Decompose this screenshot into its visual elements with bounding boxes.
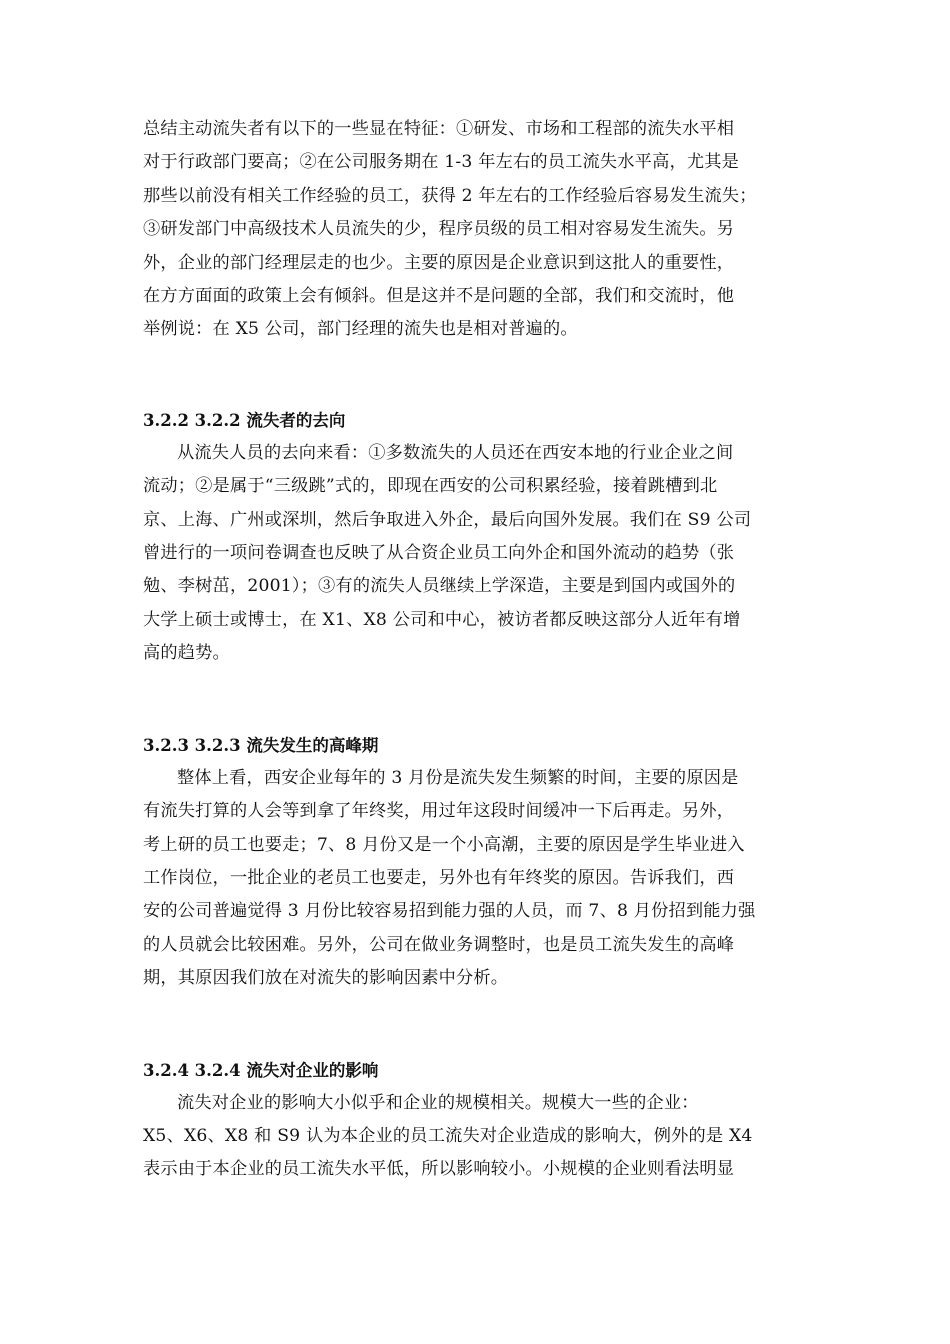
text-line: 曾进行的一项问卷调查也反映了从合资企业员工向外企和国外流动的趋势（张 <box>143 543 735 564</box>
text-line: 勉、李树茁，2001）；③有的流失人员继续上学深造，主要是到国内或国外的 <box>143 576 736 597</box>
document-page <box>143 113 807 1187</box>
text-line: 考上研的员工也要走；7、8 月份又是一个小高潮，主要的原因是学生毕业进入 <box>143 834 745 855</box>
text-line: 那些以前没有相关工作经验的员工，获得 2 年左右的工作经验后容易发生流失； <box>143 185 757 206</box>
text-line: 流失对企业的影响大小似乎和企业的规模相关。规模大一些的企业： <box>177 1092 699 1113</box>
text-line: 表示由于本企业的员工流失水平低，所以影响较小。小规模的企业则看法明显 <box>143 1159 735 1180</box>
text-line: 高的趋势。 <box>143 643 230 664</box>
paragraph-destination <box>143 437 807 671</box>
text-line: 流动；②是属于“三级跳”式的，即现在西安的公司积累经验，接着跳槽到北 <box>143 476 718 497</box>
text-line: X5、X6、X8 和 S9 认为本企业的员工流失对企业造成的影响大，例外的是 X4 <box>143 1125 753 1146</box>
text-line: 对于行政部门要高；②在公司服务期在 1-3 年左右的员工流失水平高，尤其是 <box>143 152 740 173</box>
paragraph-impact <box>143 1087 807 1187</box>
section-heading-peak-period: 3.2.3 3.2.3 流失发生的高峰期 <box>143 735 379 755</box>
text-line: 的人员就会比较困难。另外，公司在做业务调整时，也是员工流失发生的高峰 <box>143 934 735 955</box>
text-line: 从流失人员的去向来看：①多数流失的人员还在西安本地的行业企业之间 <box>177 442 734 463</box>
section-heading-destination: 3.2.2 3.2.2 流失者的去向 <box>143 410 346 430</box>
text-line: ③研发部门中高级技术人员流失的少，程序员级的员工相对容易发生流失。另 <box>143 219 735 240</box>
text-line: 外，企业的部门经理层走的也少。主要的原因是企业意识到这批人的重要性， <box>143 252 735 273</box>
text-line: 期，其原因我们放在对流失的影响因素中分析。 <box>143 968 509 989</box>
text-line: 京、上海、广州或深圳，然后争取进入外企，最后向国外发展。我们在 S9 公司 <box>143 509 752 530</box>
paragraph-active-turnover-features <box>143 113 807 347</box>
text-line: 总结主动流失者有以下的一些显在特征：①研发、市场和工程部的流失水平相 <box>143 119 735 139</box>
text-line: 大学上硕士或博士，在 X1、X8 公司和中心，被访者都反映这部分人近年有增 <box>143 609 741 630</box>
text-line: 整体上看，西安企业每年的 3 月份是流失发生频繁的时间，主要的原因是 <box>177 767 739 788</box>
text-line: 举例说：在 X5 公司，部门经理的流失也是相对普遍的。 <box>143 319 578 340</box>
text-line: 有流失打算的人会等到拿了年终奖，用过年这段时间缓冲一下后再走。另外， <box>143 801 735 822</box>
paragraph-peak-period <box>143 762 807 996</box>
text-line: 工作岗位，一批企业的老员工也要走，另外也有年终奖的原因。告诉我们，西 <box>143 867 735 888</box>
text-line: 安的公司普遍觉得 3 月份比较容易招到能力强的人员，而 7、8 月份招到能力强 <box>143 901 756 922</box>
text-line: 在方方面面的政策上会有倾斜。但是这并不是问题的全部，我们和交流时，他 <box>143 286 735 307</box>
section-heading-impact: 3.2.4 3.2.4 流失对企业的影响 <box>143 1060 379 1080</box>
